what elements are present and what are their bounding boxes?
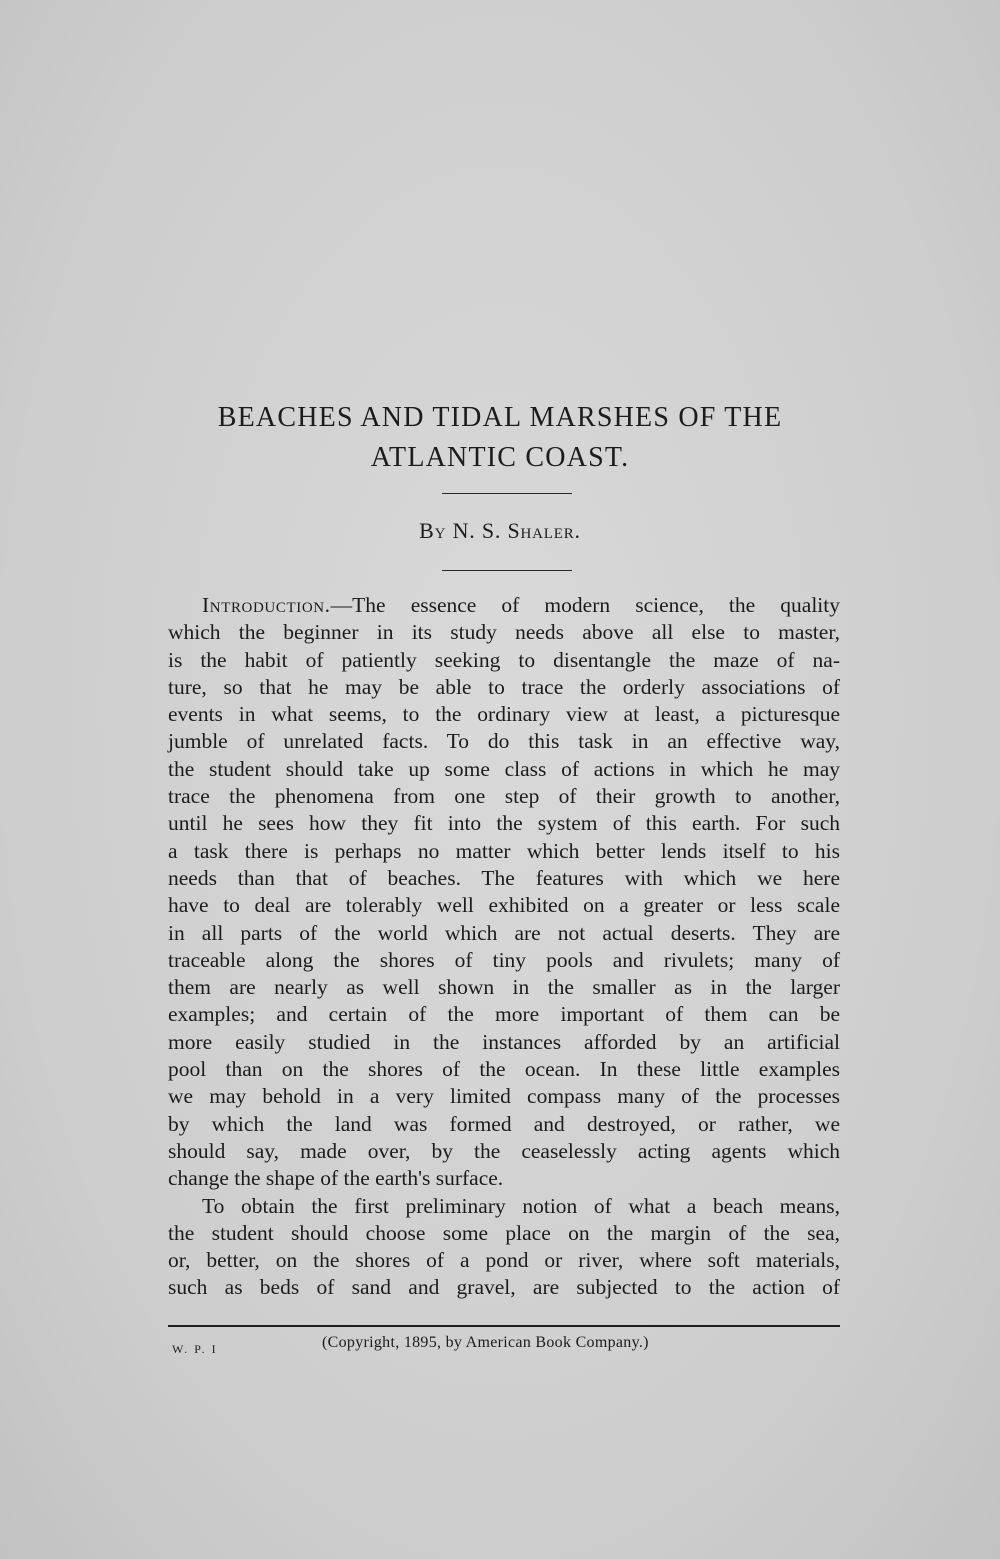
body-line: should say, made over, by the ceaselessly acting agents which	[168, 1138, 840, 1163]
footer-rule	[168, 1325, 840, 1327]
body-line: the student should take up some class of actions in which he may	[168, 756, 840, 781]
body-line: examples; and certain of the more important of them can be	[168, 1002, 840, 1027]
body-line: events in what seems, to the ordinary view at least, a picturesque	[168, 702, 840, 727]
signature-mark: W. P. I	[172, 1342, 218, 1356]
byline-by: By	[419, 518, 447, 543]
body-line: such as beds of sand and gravel, are subjected to the action of	[168, 1275, 840, 1300]
article-body	[168, 592, 840, 1302]
body-line: have to deal are tolerably well exhibited on a greater or less scale	[168, 893, 840, 918]
body-line: the student should choose some place on the margin of the sea,	[168, 1220, 840, 1245]
body-line: or, better, on the shores of a pond or river, where soft materials,	[168, 1248, 840, 1273]
copyright-notice: (Copyright, 1895, by American Book Company.)	[322, 1334, 649, 1351]
body-line: needs than that of beaches. The features with which we here	[168, 865, 840, 890]
body-line: a task there is perhaps no matter which better lends itself to his	[168, 838, 840, 863]
body-line: jumble of unrelated facts. To do this task in an effective way,	[168, 729, 840, 754]
section-lead: Introduction.	[202, 593, 331, 617]
body-line: them are nearly as well shown in the smaller as in the larger	[168, 975, 840, 1000]
body-line: by which the land was formed and destroyed, or rather, we	[168, 1111, 840, 1136]
body-line: which the beginner in its study needs above all else to master,	[168, 620, 840, 645]
body-line: Introduction.—The essence of modern science, the quality	[202, 593, 840, 617]
body-line: change the shape of the earth's surface.	[168, 1166, 504, 1191]
byline	[150, 518, 850, 544]
body-line: ture, so that he may be able to trace the orderly associations of	[168, 674, 840, 699]
body-line: To obtain the first preliminary notion of what a beach means,	[202, 1193, 840, 1218]
body-line: trace the phenomena from one step of their growth to another,	[168, 784, 840, 809]
body-line: is the habit of patiently seeking to disentangle the maze of na-	[168, 647, 840, 672]
body-line: until he sees how they fit into the system of this earth. For such	[168, 811, 840, 836]
byline-divider	[442, 570, 572, 571]
article-title-line-1: BEACHES AND TIDAL MARSHES OF THE	[217, 402, 783, 433]
article-title	[150, 398, 850, 478]
body-line: in all parts of the world which are not actual deserts. They are	[168, 920, 840, 945]
body-line: pool than on the shores of the ocean. In these little examples	[168, 1057, 840, 1082]
title-divider	[442, 493, 572, 494]
article-title-line-2: ATLANTIC COAST.	[370, 442, 630, 473]
body-line: traceable along the shores of tiny pools and rivulets; many of	[168, 947, 840, 972]
byline-author: N. S. Shaler.	[452, 518, 581, 543]
body-line: more easily studied in the instances afforded by an artificial	[168, 1029, 840, 1054]
body-line: we may behold in a very limited compass many of the processes	[168, 1084, 840, 1109]
